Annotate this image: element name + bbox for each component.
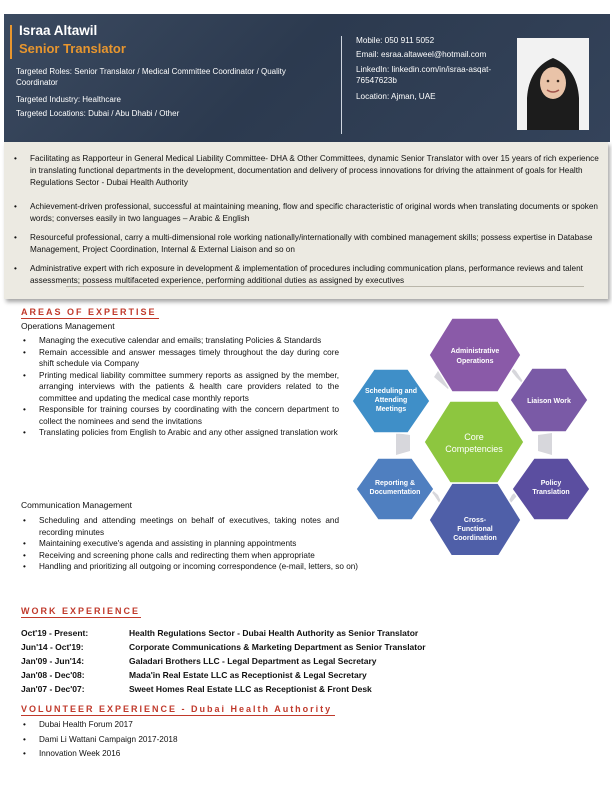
work-role: Health Regulations Sector - Dubai Health Authority as Senior Translator [129,628,419,638]
contact-email[interactable]: Email: esraa.altaweel@hotmail.com [356,50,487,59]
summary-item: • Achievement-driven professional, successful at maintaining meaning, flow and specific characteristic of original words when translating documents or spoken words; converses easily in two languages – Arabic & English [14,202,598,223]
label-coordination: Coordination [453,535,497,542]
work-date: Jan'08 - Dec'08: [21,670,85,680]
work-date: Jan'07 - Dec'07: [21,684,85,694]
list-item: • Innovation Week 2016 [23,749,121,758]
operations-list [21,335,339,439]
hex-core-competencies [424,401,524,483]
label-competencies: Competencies [445,444,503,454]
list-item: • Maintaining executive's agenda and assisting in planning appointments [23,539,297,548]
label-attending: Attending [374,397,408,404]
work-date: Jan'09 - Jun'14: [21,656,85,666]
label-administrative: Administrative [450,348,500,355]
contact-linkedin[interactable]: LinkedIn: linkedin.com/in/israa-asqat- 76547623b [356,65,492,85]
core-competencies-diagram [352,315,610,555]
professional-summary [4,142,608,299]
work-role: Corporate Communications & Marketing Department as Senior Translator [129,642,426,652]
list-item: • Managing the executive calendar and emails; translating Policies & Standards [23,336,322,345]
list-item: • Scheduling and attending meetings on behalf of executives, taking notes and recording minutes [23,516,339,537]
work-date: Oct'19 - Present: [21,628,89,638]
label-meetings: Meetings [375,406,407,413]
targeted-roles: Targeted Roles: Senior Translator / Medical Committee Coordinator / Quality Coordinator [16,67,286,87]
list-item: • Handling and prioritizing all outgoing or incoming correspondence (e-mail, letters, so on) [23,562,359,571]
list-item: • Responsible for training courses by coordinating with the concern department to collect the nominees and send the invitations [23,405,339,426]
list-item: • Printing medical liability committee summery reports as assigned by the member, arranging interviews with the patients & health care providers related to the committee and updating the medical case monthly reports [23,370,339,403]
label-reporting: Reporting & [374,480,416,487]
volunteer-list [21,719,321,760]
targeted-industry: Targeted Industry: Healthcare [16,95,121,104]
label-policy: Policy [540,480,562,487]
section-title-expertise: AREAS OF EXPERTISE [21,307,157,317]
label-functional: Functional [457,526,493,533]
profile-photo [517,38,589,130]
label-liaison: Liaison Work [527,398,571,405]
list-item: • Dubai Health Forum 2017 [23,720,133,729]
summary-item: • Resourceful professional, carry a multi-dimensional role working nationally/internationally with combined management skills; possess expertise in Database Management, Project Coordination, Internal & External Liaison and so on [14,233,593,254]
summary-item: • Facilitating as Rapporteur in General Medical Liability Committee- DHA & Other Committees, dynamic Senior Translator with over 15 years of rich experience in translating functional departments in the development, documentation and delivery of process innovations for driving the attainment of goals for Health Regulations Sector - Dubai Health Authority [14,154,599,187]
label-core: Core [464,432,484,442]
work-date: Jun'14 - Oct'19: [21,642,84,652]
subsection-communication: Communication Management [21,500,133,510]
resume-header [4,14,610,142]
contact-mobile: Mobile: 050 911 5052 [356,36,435,45]
candidate-name: Israa Altawil [19,23,98,38]
list-item: • Receiving and screening phone calls and redirecting them when appropriate [23,550,315,560]
section-title-volunteer: VOLUNTEER EXPERIENCE - Dubai Health Authority [21,704,332,714]
list-item: • Translating policies from English to Arabic and any other assigned translation work [23,428,338,437]
label-translation: Translation [532,489,570,496]
targeted-locations: Targeted Locations: Dubai / Abu Dhabi / Other [16,109,180,118]
candidate-title: Senior Translator [19,41,126,56]
label-documentation: Documentation [369,489,421,496]
contact-location: Location: Ajman, UAE [356,92,436,101]
list-item: • Dami Li Wattani Campaign 2017-2018 [23,734,178,744]
communication-list [21,515,359,573]
list-item: • Remain accessible and answer messages timely throughout the day during core shift schedule via Company [23,347,339,368]
summary-divider [66,286,584,287]
summary-item: • Administrative expert with rich exposure in development & implementation of procedures including communication plans, performance reviews and talent assessments; possess multifaceted experience, performing additional duties as assigned by executives [14,264,583,285]
work-role: Galadari Brothers LLC - Legal Department as Legal Secretary [129,656,377,666]
work-role: Mada'in Real Estate LLC as Receptionist & Legal Secretary [129,670,367,680]
subsection-operations: Operations Management [21,321,115,331]
label-scheduling: Scheduling and [364,388,418,395]
work-role: Sweet Homes Real Estate LLC as Receptionist & Front Desk [129,684,372,694]
section-title-work: WORK EXPERIENCE [21,606,141,616]
label-cross: Cross- [463,517,487,524]
header-divider [341,36,342,134]
label-operations: Operations [456,358,494,365]
accent-bar [10,25,12,59]
